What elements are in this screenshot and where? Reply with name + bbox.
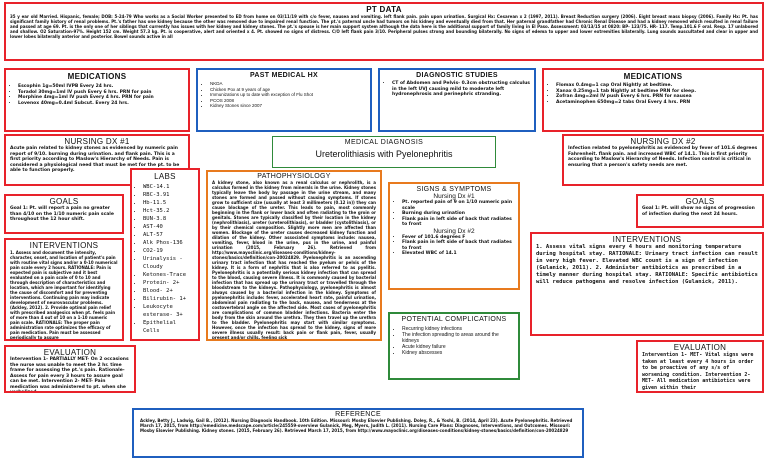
evaluation-right-title: EVALUATION xyxy=(673,343,727,352)
lab-item: • BUN-3.8 xyxy=(143,215,194,223)
pt-data-title: PT DATA xyxy=(366,5,402,14)
evaluation-right-box xyxy=(636,340,764,393)
goals-left-box xyxy=(4,194,124,234)
diagnostic-studies-title: DIAGNOSTIC STUDIES xyxy=(416,72,498,79)
signs-symptoms-title: SIGNS & SYMPTOMS xyxy=(416,186,492,193)
goals-right-title: GOALS xyxy=(685,197,715,206)
nursing-dx-2-title: NURSING DX #2 xyxy=(630,137,696,146)
diagnostic-item: • CT of Abdomen and Pelvis- 0.3cm obstructing calculus in the left UVJ causing mild to moderate left hydronephrosis and perinephric stranding. xyxy=(392,81,530,98)
pt-data-text: 35 y ear old Married. Hispanic, female; DOB: 5-24-79 Who works as a Social Worker presented to ED from home on 03/11/19 with c/o fever, nausea and vomiting. left flank pain. pain upon urination. Surgical Hx: Cesarean x 2 (1997, 2011). Breast Reduction surgery (2006). Eight breast mass biopsy (2006). Family Hx: Pt. has significant family history of renal problems. Pt.'s father has one kidney because the other was removed due to impaired renal function. The pt.'s paternal uncle had tumors on his kidney and eventually died from that. Her paternal grandfather had Chronic Renal Disease and had a kidney removed which resulted in renal failure and passed at age 69. Pt. is the only one of her siblings that currently has issues with her kidney and kidney stones. The pt.'s spouse is her main support system although the data here is the additional support of family living in El Paso. Assessment: 03/13/15 at 0820: BP- 123/75. HR- 117. Temp.101.6 F oral. Resp. 17 unlabored and shallow. O2 Saturation-97%. Height 152 cm. Weight 57.3 kg. Pt. is cooperative, alert and oriented x 4. Pt. showed no signs of distress. C/O left flank pain 3/10. Peripheral pulses strong and bounding bilaterally. No signs of edema to upper and lower extremities bilaterally. Lung sounds auscultated and clear in upper and lower lobes bilaterally anterior and posterior. Bowel sounds active in all xyxy=(10,14,758,39)
nursing-dx-1-text: Acute pain related to kidney stones as evidenced by numeric pain report of 9/10. burning during urination. and flank pain. This is a first priority according to Maslow's Hierarchy of Needs. Pain is considered a physiological need that must be met for the pt. to be able to function properly. xyxy=(10,146,180,173)
pathophysiology-title: PATHOPHYSIOLOGY xyxy=(257,173,331,180)
lab-item: • Protein- 2+ xyxy=(143,279,194,287)
medication-item: • Xanax 0.25mg=1 tab Nightly at bedtime PRN for sleep. xyxy=(556,89,758,95)
interventions-left-text: 1. Assess and document the intensity, character, onset, and location of patient's pain with routine vital signs and/or a 0-10 numerical pain scale every 2 hours. RATIONALE: Pain is expected pain is subjective and it best evaluated on a pain scale of 0 to 10 and through description of characteristics and location, which are important for identifying the cause of discomfort and for preventing interventions. Continuing pain may indicate development of neurovascular problems. (Ackley, 2012). 2. Provide optimal pain relief with prescribed analgesics when pt. feels pain of more than 4 out of 10 on a 1-10 numeric pain scale. RATIONALE: The proper pain administration rate optimizes the efficacy of pain medication. Pain must be assessed periodically to assure xyxy=(10,250,118,340)
symptom-item: • Flank pain in left side of back that radiates to front xyxy=(402,217,514,228)
potential-complications-title: POTENTIAL COMPLICATIONS xyxy=(401,316,507,323)
lab-item: • ALT-57 xyxy=(143,231,194,239)
history-item: • PCOS 2008 xyxy=(210,98,366,104)
goals-left-text: Goal 1: Pt. will report a pain no greater than 4/10 on the 1/10 numeric pain scale throughout the 12 hour shift. xyxy=(10,206,114,222)
symptom-item: • Elevated WBC of 14.1 xyxy=(402,251,514,257)
lab-item: • Hct-35.2 xyxy=(143,207,194,215)
potential-complications-box xyxy=(388,312,520,380)
signs-dx1-label: Nursing Dx #1 xyxy=(433,193,475,200)
reference-box xyxy=(132,408,584,458)
symptom-item: • Burning during urination xyxy=(402,211,514,217)
past-medical-hx-title: PAST MEDICAL HX xyxy=(249,72,319,79)
evaluation-left-text: Intervention 1- PARTIALLY MET- On 2 occasions the nurse was unable to meet the 2 hr. time frame for assessing the pt.'s pain. Rationale- Assess for pain every 3 hours to assure goal can be met. Intervention 2- MET- Pain medication was administered to pt. when she verbalized xyxy=(10,357,129,393)
medications-left-box xyxy=(4,68,190,132)
evaluation-left-title: EVALUATION xyxy=(43,348,97,357)
medications-right-box xyxy=(542,68,764,132)
medication-item: • Lovenox 40mg=0.4ml Subcut. Every 24 hrs. xyxy=(18,101,184,107)
nursing-dx-1-title: NURSING DX #1 xyxy=(64,137,130,146)
reference-text: Ackley, Betty J., Ladwig, Gail B., (2012). Nursing Diagnosis Handbook. 10th Edition. Missouri: Mosby Elsevier Publishing. Doley, R., & Yoshi, B. (2014, April 23). Acute Pyelonephritis. Retrieved March 17, 2015, from http://emedicine.medscape.com/article/245559-overview Gulanick, Meg, Myers, Judith L. (2011). Nursing Care Plans: Diagnoses, Interventions, and Outcomes. Missouri: Mosby Elsevier Publishing. Kidney stones. (2015, February 26). Retrieved March 17, 2015, from http://www.mayoclinic.org/diseases-conditions/kidney-stones/basics/definition/con-20024829 xyxy=(140,418,573,433)
signs-symptoms-box xyxy=(388,182,520,290)
lab-item: • Bilirubin- 1+ xyxy=(143,295,194,303)
evaluation-left-box xyxy=(4,345,136,393)
history-item: • Chicken Pox at 9 years of age xyxy=(210,87,366,93)
medication-item: • Toradol 30mg=1ml IV push Every 6 hrs. PRN for pain xyxy=(18,90,184,96)
lab-item: • RBC-3.91 xyxy=(143,191,194,199)
complication-item: • Recurring kidney infections xyxy=(402,326,514,332)
medication-item: • Morphine 4mg=1ml IV push Every 4 hrs. PRN for pain xyxy=(18,95,184,101)
lab-item: • Alk Phos-136 xyxy=(143,239,194,247)
goals-right-box xyxy=(636,194,764,228)
goals-left-title: GOALS xyxy=(49,197,79,206)
pathophysiology-box xyxy=(206,170,382,341)
complication-item: • The infection spreading to areas around the kidneys xyxy=(402,332,514,344)
diagnostic-studies-box xyxy=(378,68,536,132)
medication-item: • Escophin 1g=50ml IVPB Every 24 hrs. xyxy=(18,84,184,90)
medication-item: • Flomax 0.4mg=1 cap Oral Nightly at bedtime. xyxy=(556,83,758,89)
interventions-left-title: INTERVENTIONS xyxy=(29,241,99,250)
symptom-item: • Pt. reported pain of 9 on 1/10 numeric pain scale xyxy=(402,200,514,211)
nursing-dx-2-box xyxy=(562,134,764,186)
lab-item: • AST-40 xyxy=(143,223,194,231)
history-item: • Kidney Stones since 2007 xyxy=(210,103,366,109)
complication-item: • Acute kidney failure xyxy=(402,344,514,350)
symptom-item: • Fever of 101.6 degrees F xyxy=(402,235,514,241)
lab-item: • Blood- 2+ xyxy=(143,287,194,295)
labs-title: LABS xyxy=(154,172,176,181)
signs-dx2-label: Nursing Dx #2 xyxy=(433,227,475,235)
lab-item: • Ketones-Trace xyxy=(143,271,194,279)
nursing-dx-2-text: Infection related to pyelonephritis as evidenced by fever of 101.6 degrees Fahrenheit. flank pain. and increased WBC of 14.1. This is first priority according to Maslow's Hierarchy of Needs. Infection control is critical in ensuring that a person's safety needs are met. xyxy=(568,146,758,168)
lab-item: • Urinalysis -Cloudy xyxy=(143,255,194,271)
lab-item: • Leukocyte esterase- 3+ xyxy=(143,303,194,319)
interventions-right-box xyxy=(530,232,764,336)
history-item: • NKDA xyxy=(210,81,366,87)
complication-item: • Kidney abscesses xyxy=(402,350,514,356)
medications-right-title: MEDICATIONS xyxy=(623,72,683,81)
pt-data-box xyxy=(4,2,764,61)
history-item: • Immunizations up to date with exception of Flu Shot xyxy=(210,92,366,98)
lab-item: • Epithelial Cells xyxy=(143,319,194,335)
medication-item: • Zofran 4mg=2ml IV push Every 6 hrs. PRN for nausea xyxy=(556,94,758,100)
lab-item: • WBC-14.1 xyxy=(143,183,194,191)
medical-diagnosis-title: MEDICAL DIAGNOSIS xyxy=(344,139,424,146)
interventions-right-text: 1. Assess vital signs every 4 hours and monitoring temperature during hospital stay. RATIONALE: Urinary tract infection can result in very high fever. Elevated WBC count is a sign of infection (Gulanick, 2011). 2. Administer antibiotics as prescribed in a timely manner during hospital stay. RATIONALE: Specific antibiotics will reduce pathogens and resolve infection (Gulanick, 2011). xyxy=(536,244,758,285)
evaluation-right-text: Intervention 1- MET- Vital signs were taken at least every 4 hours in order to be proactive of any s/s of worsening condition. Intervention 2- MET- All medication antibiotics were given within their xyxy=(642,352,754,391)
medical-diagnosis-box xyxy=(272,136,496,168)
medication-item: • Acetaminophen 650mg=2 tabs Oral Every 4 hrs. PRN xyxy=(556,100,758,106)
interventions-left-box xyxy=(4,238,124,341)
interventions-right-title: INTERVENTIONS xyxy=(612,235,682,244)
medications-left-title: MEDICATIONS xyxy=(67,72,127,81)
symptom-item: • Flank pain in left side of back that radiates to front xyxy=(402,240,514,251)
pathophysiology-text: A kidney stone, also known as a renal calculus or nephrolith, is a calculus formed in the kidney from minerals in the urine. Kidney stones typically leave the body by passage in the urine stream, and many stones are formed and passed without causing symptoms. If stones grow to sufficient size (usually at least 3 millimeters (0.12 in)) they can cause blockage of the ureter. This leads to pain, most commonly beginning in the flank or lower back and often radiating to the groin or genitals. Stones are typically classified by their location in the kidney (nephrolithiasis), ureter (ureterolithiasis), or bladder (cystolithiasis), or by their chemical composition. Slightly more men are affected than women. Blockage of the ureter causes decreased kidney function and dilation of the kidney. Other associated symptoms include: nausea, vomiting, fever, blood in the urine, pus in the urine, and painful urination (2015, February 26). Retrieved from http://www.mayoclinic.org/diseases-conditions/kidney-stones/basics/definition/con-20024829. Pyelonephritis is an ascending urinary tract infection that has reached the pyelum or pelvis of the kidney. It is a form of nephritis that is also referred to as pyelitis. Pyelonephritis is a potentially serious kidney infection that can spread to the blood, causing severe illness. It is commonly caused by bacterial infection that has spread up the urinary tract or travelled through the bloodstream to the kidneys. Pathophysiology, pyelonephritis is almost always caused by a bacterial infection in the kidney. Symptoms of pyelonephritis include: fever, accelerated heart rate, painful urination, abdominal pain radiating to the back, nausea, and tenderness at the costovertebral angle on the affected side. Most cases of pyelonephritis are complications of common bladder infections. Bacteria enter the body from the skin around the urethra. They then travel up the urethra to the bladder. Pyelonephritis may start with similar symptoms. However, once the infection has spread to the kidney, signs of more severe illness usually result: back pain or flank pain, fever, usually present and/or chills, feeling sick xyxy=(212,180,376,340)
goals-right-text: Goal 1: Pt. will show no signs of progression of infection during the next 24 hours. xyxy=(642,206,755,217)
labs-box xyxy=(130,168,200,341)
past-medical-hx-box xyxy=(196,68,372,132)
medical-diagnosis-value: Ureterolithiasis with Pyelonephritis xyxy=(315,149,453,159)
lab-item: • CO2-19 xyxy=(143,247,194,255)
lab-item: • Hb-11.5 xyxy=(143,199,194,207)
reference-title: REFERENCE xyxy=(335,411,381,418)
